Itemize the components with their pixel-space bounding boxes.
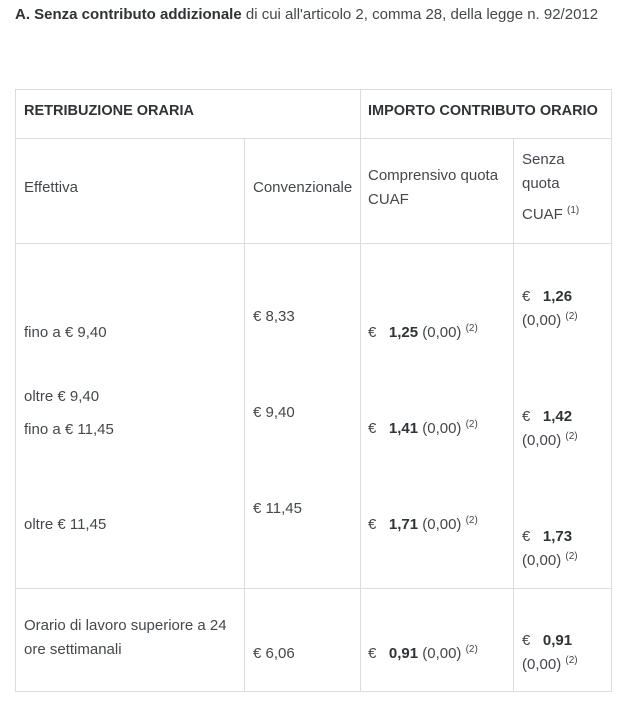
section-heading-bold: A. Senza contributo addizionale: [15, 6, 242, 23]
footnote-ref: (2): [565, 311, 578, 322]
row2-convenzionale: € 9,40: [253, 404, 295, 421]
contribution-extra: (0,00): [422, 324, 462, 341]
row2-comprensivo: [368, 419, 478, 439]
footnote-ref: (2): [465, 644, 478, 655]
subheader-effettiva: Effettiva: [24, 179, 78, 196]
row1-senza-extra: [522, 311, 578, 331]
row4-comprensivo: [368, 644, 478, 664]
currency-symbol: €: [368, 324, 377, 341]
section-heading: [15, 6, 598, 24]
row4-effettiva-line1: Orario di lavoro superiore a 24: [24, 617, 227, 634]
row-divider: [16, 138, 611, 139]
currency-symbol: €: [368, 516, 377, 533]
contribution-extra: (0,00): [422, 420, 462, 437]
row4-convenzionale: € 6,06: [253, 645, 295, 662]
row2-senza-value: [522, 407, 572, 427]
row3-effettiva: oltre € 11,45: [24, 516, 107, 533]
subheader-senza-line2: quota: [522, 175, 560, 192]
section-heading-rest: di cui all'articolo 2, comma 28, della legge n. 92/2012: [241, 6, 599, 23]
contribution-value: 1,41: [388, 420, 419, 437]
footnote-ref: (2): [565, 431, 578, 442]
row1-effettiva: fino a € 9,40: [24, 324, 107, 341]
contribution-extra: (0,00): [522, 656, 562, 673]
subheader-senza-cuaf: CUAF: [522, 206, 563, 223]
currency-symbol: €: [522, 288, 531, 305]
footnote-ref: (2): [465, 323, 478, 334]
row4-effettiva-line2: ore settimanali: [24, 641, 122, 658]
contribution-value: 1,26: [542, 288, 573, 305]
footnote-ref: (2): [465, 515, 478, 526]
currency-symbol: €: [522, 528, 531, 545]
contribution-extra: (0,00): [522, 432, 562, 449]
subheader-senza-line1: Senza: [522, 151, 565, 168]
contribution-value: 1,73: [542, 528, 573, 545]
currency-symbol: €: [522, 408, 531, 425]
row2-senza-extra: [522, 431, 578, 451]
row-divider: [16, 243, 611, 244]
contribution-extra: (0,00): [522, 552, 562, 569]
row3-convenzionale: € 11,45: [253, 500, 302, 517]
row2-effettiva-line1: oltre € 9,40: [24, 388, 100, 405]
header-importo: IMPORTO CONTRIBUTO ORARIO: [368, 103, 598, 119]
subheader-convenzionale: Convenzionale: [253, 179, 353, 196]
contribution-value: 1,25: [388, 324, 419, 341]
header-retribuzione: RETRIBUZIONE ORARIA: [24, 103, 194, 119]
contribution-value: 1,71: [388, 516, 419, 533]
footnote-ref: (2): [565, 655, 578, 666]
column-divider: [244, 138, 245, 691]
row2-effettiva-line2: fino a € 11,45: [24, 421, 114, 438]
footnote-ref: (1): [567, 205, 580, 216]
contribution-table: [15, 89, 612, 692]
row3-comprensivo: [368, 515, 478, 535]
subheader-comprensivo-line1: Comprensivo quota: [368, 167, 499, 184]
contribution-extra: (0,00): [522, 312, 562, 329]
contribution-extra: (0,00): [422, 645, 462, 662]
row-divider: [16, 588, 611, 589]
contribution-value: 0,91: [388, 645, 419, 662]
row1-comprensivo: [368, 323, 478, 343]
row1-senza-value: [522, 287, 572, 307]
row3-senza-extra: [522, 551, 578, 571]
currency-symbol: €: [368, 645, 377, 662]
contribution-value: 0,91: [542, 632, 573, 649]
footnote-ref: (2): [465, 419, 478, 430]
row3-senza-value: [522, 527, 572, 547]
column-divider: [513, 138, 514, 691]
subheader-comprensivo-line2: CUAF: [368, 191, 409, 208]
column-divider: [360, 90, 361, 691]
subheader-senza-line3: [522, 205, 579, 225]
contribution-value: 1,42: [542, 408, 573, 425]
row1-convenzionale: € 8,33: [253, 308, 295, 325]
footnote-ref: (2): [565, 551, 578, 562]
row4-senza-extra: [522, 655, 578, 675]
row4-senza-value: [522, 631, 572, 651]
currency-symbol: €: [522, 632, 531, 649]
contribution-extra: (0,00): [422, 516, 462, 533]
currency-symbol: €: [368, 420, 377, 437]
